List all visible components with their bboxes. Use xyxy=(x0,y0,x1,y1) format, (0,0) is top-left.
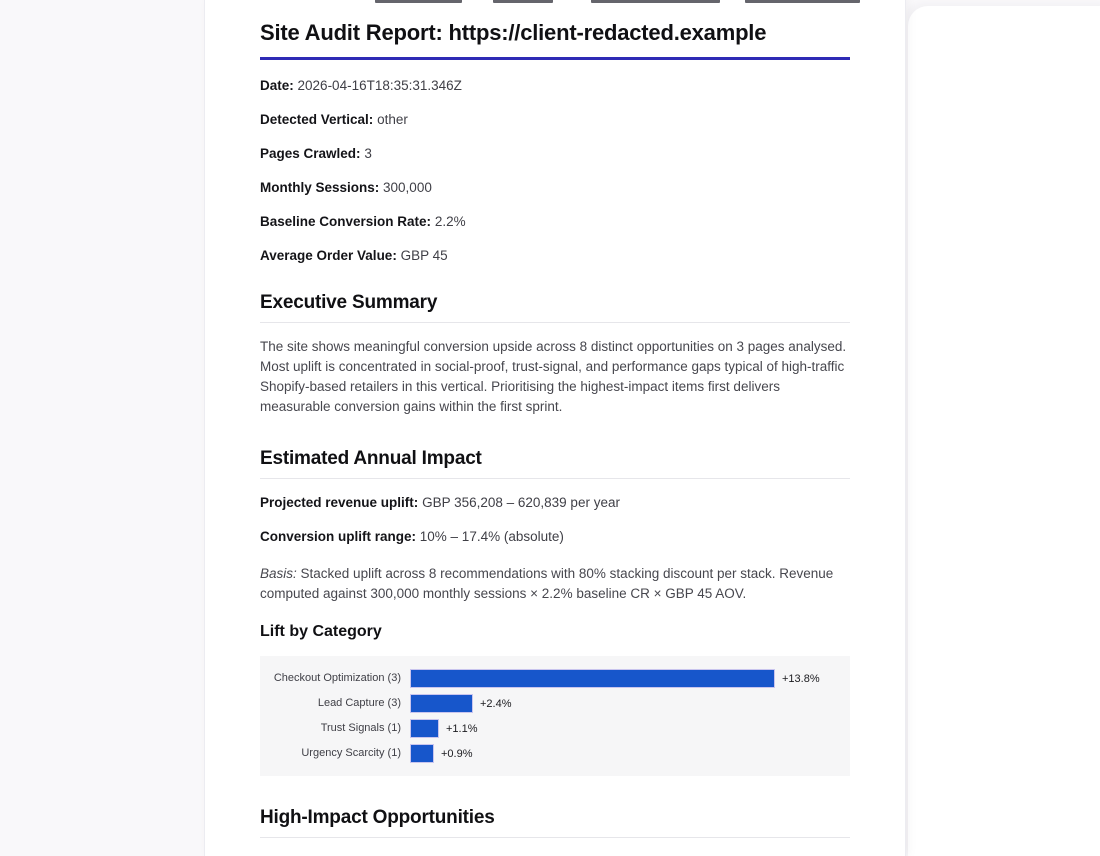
chart-row xyxy=(260,719,850,738)
meta-value: 3 xyxy=(364,146,372,161)
basis-label: Basis: xyxy=(260,566,297,581)
chart-bar xyxy=(410,744,434,763)
impact-value: 10% – 17.4% (absolute) xyxy=(419,529,564,544)
impact-label: Projected revenue uplift: xyxy=(260,495,419,510)
chart-value-label: +0.9% xyxy=(441,747,473,760)
section-heading-estimated-annual-impact: Estimated Annual Impact xyxy=(260,449,850,479)
chart-category-label: Trust Signals (1) xyxy=(320,722,401,734)
meta-label: Monthly Sessions: xyxy=(260,180,380,195)
meta-row-monthly-sessions xyxy=(260,181,850,195)
chart-value-label: +13.8% xyxy=(782,672,820,685)
chart-bar xyxy=(410,669,775,688)
cutoff-text-fragment xyxy=(591,0,720,3)
chart-row xyxy=(260,744,850,763)
meta-label: Average Order Value: xyxy=(260,248,397,263)
executive-summary-text: The site shows meaningful conversion upside across 8 distinct opportunities on 3 pages analysed. Most uplift is concentrated in social-proof, trust-signal, and performance gaps typical of high-traffic Shopify-based retailers in this vertical. Prioritising the highest-impact items first delivers measurable conversion gains within the first sprint. xyxy=(260,339,847,414)
meta-label: Date: xyxy=(260,78,294,93)
basis-note xyxy=(260,564,850,604)
meta-label: Pages Crawled: xyxy=(260,146,361,161)
meta-list xyxy=(260,79,850,263)
impact-row-conversion-uplift xyxy=(260,530,850,544)
section-heading-high-impact: High-Impact Opportunities xyxy=(260,808,850,838)
cutoff-text-fragment xyxy=(745,0,860,3)
meta-row-aov xyxy=(260,249,850,263)
basis-text: Stacked uplift across 8 recommendations with 80% stacking discount per stack. Revenue computed against 300,000 monthly sessions × 2.2% baseline CR × GBP 45 AOV. xyxy=(260,566,834,601)
meta-value: GBP 45 xyxy=(400,248,448,263)
section-heading-executive-summary: Executive Summary xyxy=(260,293,850,323)
chart-value-label: +2.4% xyxy=(480,697,512,710)
report-content xyxy=(205,0,905,838)
right-panel xyxy=(908,6,1100,856)
meta-row-baseline-cr xyxy=(260,215,850,229)
chart-bar xyxy=(410,719,439,738)
chart-row xyxy=(260,669,850,688)
chart-row xyxy=(260,694,850,713)
chart-bar xyxy=(410,694,473,713)
title-underline xyxy=(260,57,850,60)
meta-value: 2.2% xyxy=(434,214,466,229)
chart-category-label: Lead Capture (3) xyxy=(317,697,401,709)
chart-heading: Lift by Category xyxy=(260,623,382,640)
impact-label: Conversion uplift range: xyxy=(260,529,417,544)
chart-category-label: Urgency Scarcity (1) xyxy=(301,747,401,759)
document-card xyxy=(205,0,905,856)
impact-value: GBP 356,208 – 620,839 per year xyxy=(422,495,620,510)
meta-row-vertical xyxy=(260,113,850,127)
chart-value-label: +1.1% xyxy=(446,722,478,735)
cutoff-text-fragment xyxy=(493,0,553,3)
meta-label: Baseline Conversion Rate: xyxy=(260,214,432,229)
cutoff-text-fragment xyxy=(375,0,462,3)
meta-row-date xyxy=(260,79,850,93)
impact-row-revenue-uplift xyxy=(260,496,850,510)
meta-value: 300,000 xyxy=(383,180,432,195)
lift-by-category-chart xyxy=(260,656,850,776)
impact-rows xyxy=(260,496,850,544)
meta-label: Detected Vertical: xyxy=(260,112,374,127)
meta-value: other xyxy=(377,112,408,127)
report-title: Site Audit Report: https://client-redacted.example xyxy=(260,20,767,45)
meta-value: 2026-04-16T18:35:31.346Z xyxy=(297,78,462,93)
meta-row-pages-crawled xyxy=(260,147,850,161)
chart-category-label: Checkout Optimization (3) xyxy=(273,672,401,684)
